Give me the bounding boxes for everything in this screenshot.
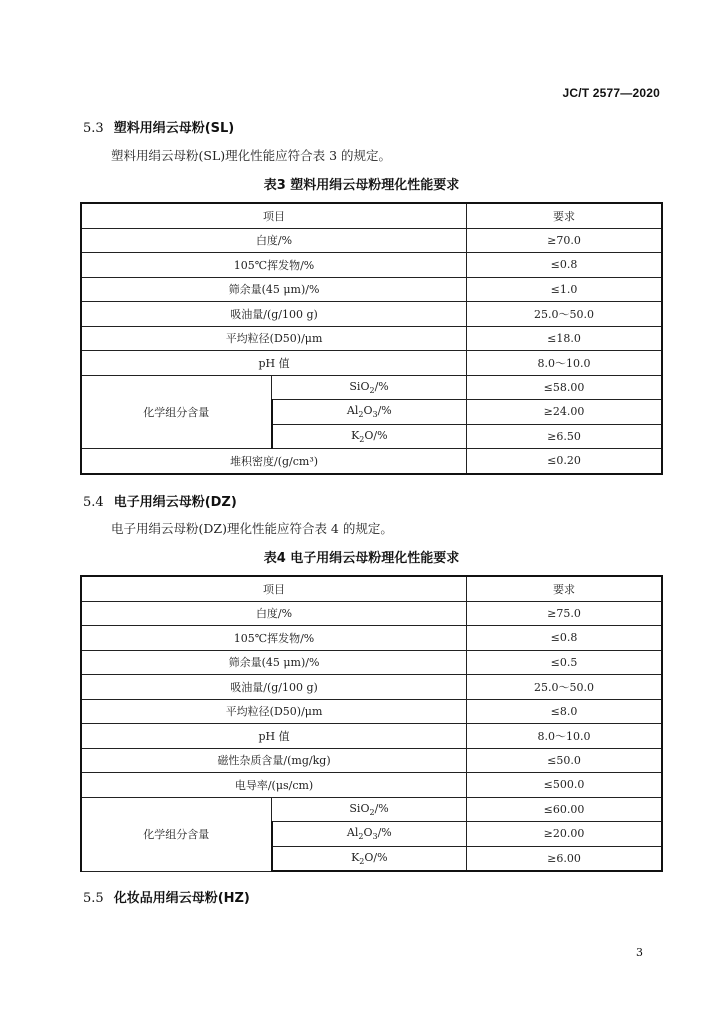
- section-5-4-heading: [83, 491, 237, 510]
- row-item: 平均粒径(D50)/μm: [81, 699, 467, 724]
- row-item: 堆积密度/(g/cm³): [81, 449, 467, 474]
- standard-code: JC/T 2577—2020: [562, 86, 660, 100]
- table-header-row: [81, 576, 662, 601]
- section-5-4-paragraph: 电子用绢云母粉(DZ)理化性能应符合表 4 的规定。: [111, 521, 393, 536]
- section-title: 化妆品用绢云母粉(HZ): [113, 891, 250, 906]
- table-row: [81, 601, 662, 626]
- row-requirement: ≤60.00: [467, 797, 662, 822]
- row-item: 平均粒径(D50)/μm: [81, 326, 467, 351]
- row-requirement: ≤50.0: [467, 748, 662, 773]
- row-requirement: 25.0～50.0: [467, 675, 662, 700]
- section-5-5-heading: [83, 887, 250, 906]
- chem-name-k2o: $K_2O/\%$: [272, 424, 467, 449]
- table-row: [81, 626, 662, 651]
- header-requirement: 要求: [467, 576, 662, 601]
- chem-group-label: 化学组分含量: [81, 375, 272, 449]
- row-item: pH 值: [81, 351, 467, 376]
- table-row: [81, 748, 662, 773]
- row-item: 105℃挥发物/%: [81, 253, 467, 278]
- page-number: 3: [636, 946, 643, 959]
- section-title: 塑料用绢云母粉(SL): [113, 121, 235, 136]
- table-row: [81, 699, 662, 724]
- table-row: [81, 773, 662, 798]
- row-requirement: ≤8.0: [467, 699, 662, 724]
- row-requirement: ≥24.00: [467, 400, 662, 425]
- row-requirement: ≤500.0: [467, 773, 662, 798]
- table4: [80, 575, 663, 872]
- section-number: 5.4: [83, 495, 104, 510]
- row-requirement: ≤18.0: [467, 326, 662, 351]
- table-row: [81, 326, 662, 351]
- row-requirement: ≥20.00: [467, 822, 662, 847]
- row-requirement: 25.0～50.0: [467, 302, 662, 327]
- row-item: 白度/%: [81, 601, 467, 626]
- row-requirement: ≤0.8: [467, 626, 662, 651]
- chem-name-al2o3: $Al_2O_3/\%$: [272, 822, 467, 847]
- table-row: [81, 724, 662, 749]
- chem-name-al2o3: $Al_2O_3/\%$: [272, 400, 467, 425]
- table4-caption: 表4 电子用绢云母粉理化性能要求: [263, 551, 460, 566]
- table3: [80, 202, 663, 475]
- section-5-3-heading: [83, 117, 234, 136]
- table-row: [81, 302, 662, 327]
- row-requirement: ≤0.20: [467, 449, 662, 474]
- chem-name-sio2: SiO$_2$/%: [272, 375, 467, 400]
- row-requirement: ≥6.50: [467, 424, 662, 449]
- row-requirement: ≥6.00: [467, 846, 662, 871]
- chem-name-k2o: $K_2O/\%$: [272, 846, 467, 871]
- row-requirement: ≤58.00: [467, 375, 662, 400]
- row-requirement: ≥75.0: [467, 601, 662, 626]
- table-row: [81, 675, 662, 700]
- chem-name-sio2: SiO$_2$/%: [272, 797, 467, 822]
- row-item: 吸油量/(g/100 g): [81, 302, 467, 327]
- section-number: 5.5: [83, 891, 104, 906]
- row-requirement: ≤1.0: [467, 277, 662, 302]
- chem-group-label: 化学组分含量: [81, 797, 272, 871]
- row-item: pH 值: [81, 724, 467, 749]
- row-requirement: 8.0～10.0: [467, 724, 662, 749]
- table-row: [81, 375, 662, 400]
- header-requirement: 要求: [467, 203, 662, 228]
- row-requirement: ≤0.5: [467, 650, 662, 675]
- table-row: [81, 277, 662, 302]
- table3-caption: 表3 塑料用绢云母粉理化性能要求: [263, 178, 460, 193]
- row-item: 筛余量(45 μm)/%: [81, 650, 467, 675]
- row-item: 筛余量(45 μm)/%: [81, 277, 467, 302]
- table-row: [81, 228, 662, 253]
- row-item: 105℃挥发物/%: [81, 626, 467, 651]
- row-item: 磁性杂质含量/(mg/kg): [81, 748, 467, 773]
- row-requirement: 8.0～10.0: [467, 351, 662, 376]
- header-item: 项目: [81, 576, 467, 601]
- table-row: [81, 351, 662, 376]
- section-number: 5.3: [83, 121, 104, 136]
- table-row: [81, 650, 662, 675]
- header-item: 项目: [81, 203, 467, 228]
- table-header-row: [81, 203, 662, 228]
- row-item: 电导率/(μs/cm): [81, 773, 467, 798]
- row-requirement: ≥70.0: [467, 228, 662, 253]
- section-5-3-paragraph: 塑料用绢云母粉(SL)理化性能应符合表 3 的规定。: [111, 148, 392, 163]
- table-row: [81, 797, 662, 822]
- section-title: 电子用绢云母粉(DZ): [113, 495, 237, 510]
- row-item: 吸油量/(g/100 g): [81, 675, 467, 700]
- row-requirement: ≤0.8: [467, 253, 662, 278]
- row-item: 白度/%: [81, 228, 467, 253]
- table-row: [81, 253, 662, 278]
- table-row: [81, 449, 662, 474]
